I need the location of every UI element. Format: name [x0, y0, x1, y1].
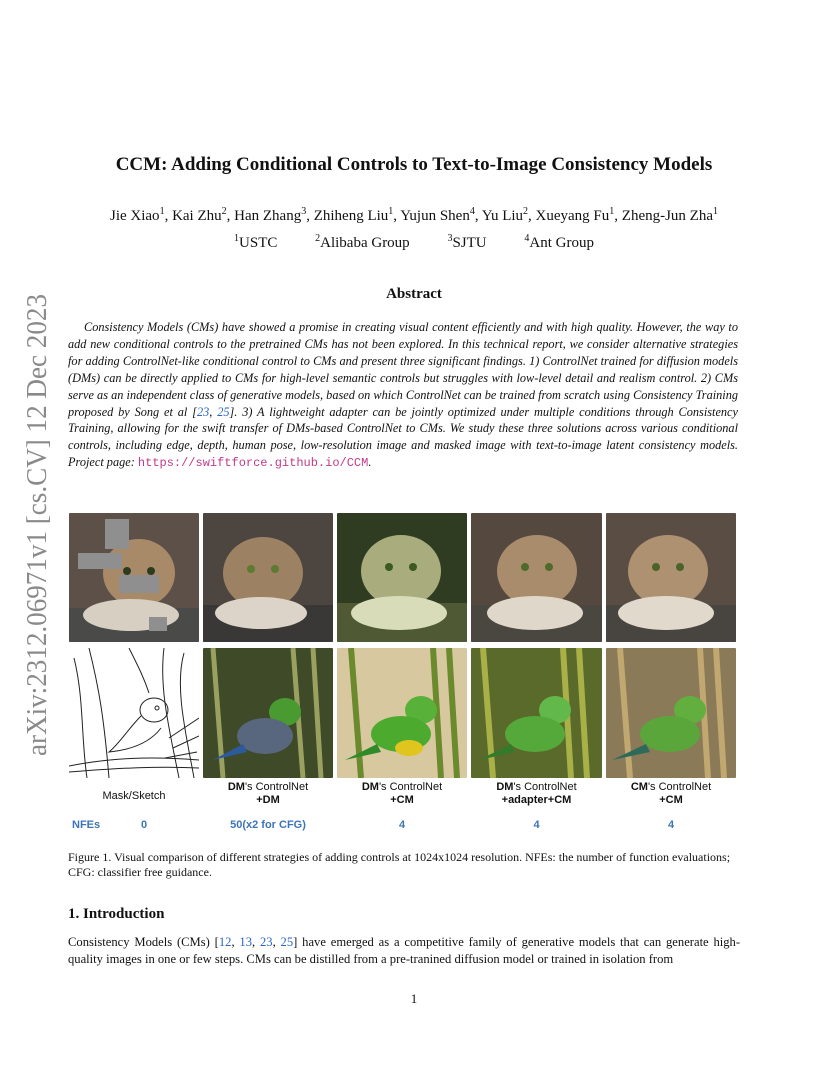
paper-title: CCM: Adding Conditional Controls to Text-to-Image Consistency Models — [115, 154, 713, 175]
author: Xueyang Fu — [535, 208, 610, 224]
abstract-heading: Abstract — [386, 286, 442, 302]
citation-link[interactable]: 23 — [259, 935, 273, 949]
citation-link[interactable]: 25 — [217, 404, 230, 419]
page-number: 1 — [410, 991, 418, 1006]
parrot-image-dm-controlnet-cm — [337, 648, 467, 778]
affiliation: $^4$Ant Group — [524, 233, 594, 251]
citation-link[interactable]: 12 — [218, 935, 232, 949]
cat-image-masked — [69, 513, 199, 642]
author: Zhiheng Liu — [313, 208, 389, 224]
affiliation: $^1$USTC — [234, 233, 278, 251]
nfe-value: 4 — [667, 819, 675, 831]
mask-patch — [119, 575, 159, 593]
author: Han Zhang — [234, 208, 302, 224]
author: Zheng-Jun Zha — [621, 208, 714, 224]
cat-image-cm-controlnet-cm — [606, 513, 736, 642]
author: Yujun Shen — [400, 208, 470, 224]
cat-image-dm-controlnet-dm — [203, 513, 333, 642]
parrot-image-cm-controlnet-cm — [606, 648, 736, 778]
nfe-value: 4 — [533, 819, 540, 831]
column-label-dm-dm: DM's ControlNet +DM — [227, 781, 309, 806]
mask-patch — [105, 519, 129, 549]
parrot-image-dm-controlnet-adapter-cm — [471, 648, 602, 778]
affiliation: $^2$Alibaba Group — [315, 233, 410, 251]
author: Kai Zhu — [172, 208, 222, 224]
nfe-row-label: NFEs — [72, 819, 101, 831]
project-page-link[interactable]: https://swiftforce.github.io/CCM — [137, 456, 369, 471]
nfe-value: 50(x2 for CFG) — [230, 819, 306, 831]
author-list: Jie Xiao$^1$, Kai Zhu$^2$, Han Zhang$^3$, Zhiheng Liu$^1$, Yujun Shen$^4$, Yu Liu$^2$, Xueyang Fu$^1$, Zheng-Jun Zha$^1$ — [109, 206, 719, 224]
citation-link[interactable]: 23 — [196, 404, 210, 419]
author: Jie Xiao — [109, 208, 160, 224]
sketch-image — [69, 648, 199, 778]
arxiv-identifier — [2, 290, 58, 760]
column-label-mask-sketch: Mask/Sketch — [102, 790, 166, 802]
arxiv-id-text: arXiv:2312.06971v1 [cs.CV] 12 Dec 2023 — [22, 290, 53, 756]
author: Yu Liu — [481, 208, 524, 224]
introduction-paragraph: Consistency Models (CMs) [12, 13, 23, 25] have emerged as a competitive family of generative models that can generate high-quality images in one or few steps. CMs can be distilled from a pre-tranined diffusion model or trained in isolation from — [68, 935, 741, 966]
citation-link[interactable]: 25 — [280, 935, 294, 949]
mask-patch — [149, 617, 167, 631]
section-heading: 1. Introduction — [68, 906, 165, 922]
cat-image-dm-controlnet-cm — [337, 513, 467, 642]
figure-caption: Figure 1. Visual comparison of different strategies of adding controls at 1024x1024 resolution. NFEs: the number of function evaluations; CFG: classifier free guidance. — [68, 850, 731, 879]
abstract-text: Consistency Models (CMs) have showed a promise in creating visual content efficiently and with high quality. However, the way to add new conditional controls to the pretrained CMs has not been explored. In this technical report, we consider alternative strategies for adding ControlNet-like conditional control to CMs and present three significant findings. 1) ControlNet trained for diffusion models (DMs) can be directly applied to CMs for high-level semantic controls but struggles with low-level detail and realism control. 2) CMs serve as an independent class of generative models, based on which ControlNet can be trained from scratch using Consistency Training proposed by Song et al [23, 25]. 3) A lightweight adapter can be jointly optimized under multiple conditions through Consistency Training, allowing for the swift transfer of DMs-based ControlNet to CMs. We study these three solutions across various conditional controls, including edge, depth, human pose, low-resolution image and masked image with text-to-image latent consistency models. Project page: https://swiftforce.github.io/CCM. — [68, 320, 738, 471]
mask-patch — [78, 553, 122, 569]
column-label-dm-adapter-cm: DM's ControlNet +adapter+CM — [496, 781, 577, 806]
nfe-value: 4 — [398, 819, 406, 831]
nfe-value: 0 — [140, 819, 148, 831]
affiliation: $^3$SJTU — [447, 233, 487, 251]
column-label-cm-cm: CM's ControlNet +CM — [630, 781, 712, 806]
affiliation-list — [0, 233, 828, 252]
citation-link[interactable]: 13 — [239, 935, 253, 949]
cat-image-dm-controlnet-adapter-cm — [471, 513, 602, 642]
parrot-image-dm-controlnet-dm — [203, 648, 333, 778]
column-label-dm-cm: DM's ControlNet +CM — [361, 781, 443, 806]
